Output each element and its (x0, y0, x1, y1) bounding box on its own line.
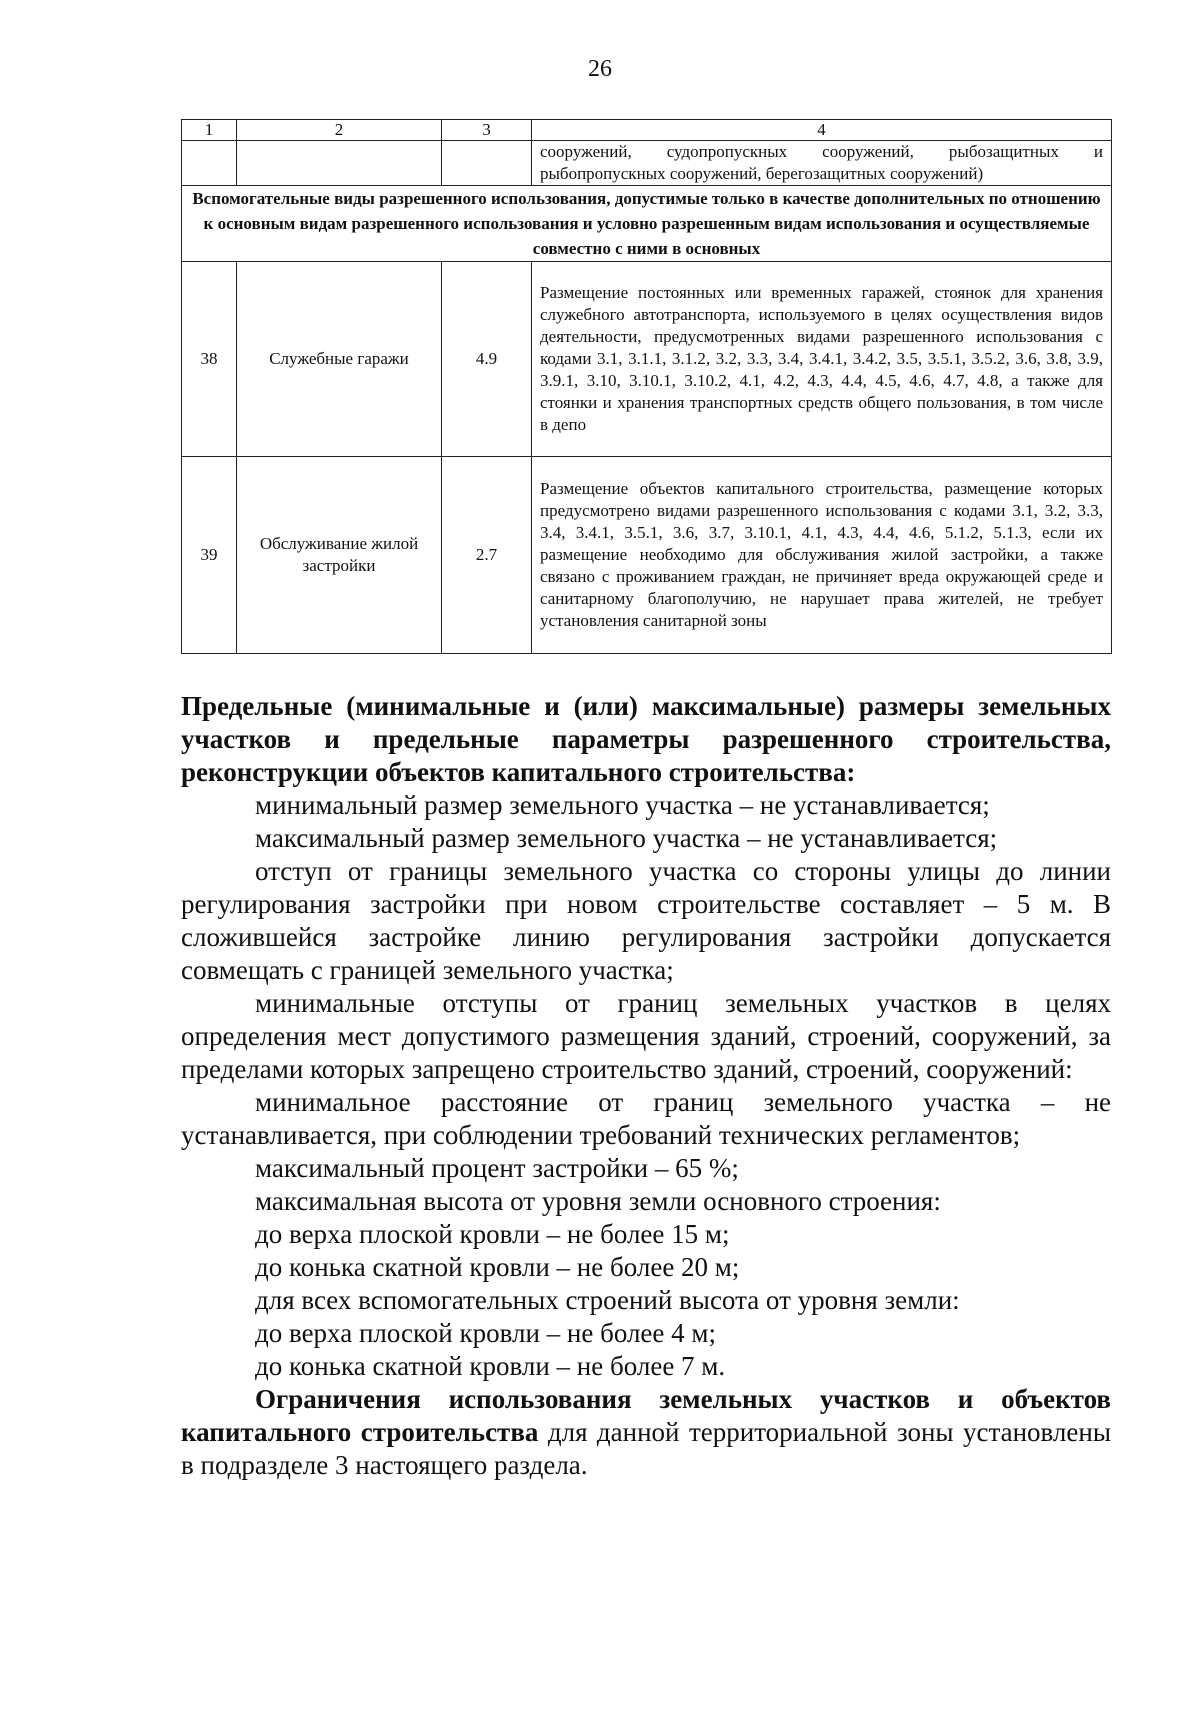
page-number: 26 (588, 56, 612, 82)
table-row (182, 262, 1112, 457)
header-cell: 4 (532, 120, 1112, 141)
paragraph: максимальный размер земельного участка – не устанавливается; (255, 823, 998, 853)
empty-cell (182, 141, 237, 186)
description-cell: Размещение объектов капитального строительства, размещение которых предусмотрено видами разрешенного использования с кодами 3.1, 3.2, 3.3, 3.4, 3.4.1, 3.5.1, 3.6, 3.7, 3.10.1, 4.1, 4.3, 4.4, 4.6, 5.1.2, 5.1.3, если их размещение необходимо для обслуживания жилой застройки, а также связано с проживанием граждан, не причиняет вреда окружающей среде и санитарному благополучию, не нарушает права жителей, не требует установления санитарной зоны (532, 457, 1112, 654)
section-title: Вспомогательные виды разрешенного использования, допустимые только в качестве дополнительных по отношению к основным видам разрешенного использования и условно разрешенным видам использования и осуществляемые совместно с ними в основных (182, 186, 1112, 262)
final-text: для данной территориальной зоны установлены в подразделе 3 настоящего раздела. (181, 1417, 1111, 1480)
body-text (181, 690, 1111, 1482)
paragraph: минимальный размер земельного участка – не устанавливается; (255, 790, 990, 820)
empty-cell (442, 141, 532, 186)
paragraph: до верха плоской кровли – не более 4 м; (255, 1318, 716, 1348)
use-name: Служебные гаражи (237, 262, 442, 457)
header-cell: 1 (182, 120, 237, 141)
table-row (182, 457, 1112, 654)
use-code: 2.7 (442, 457, 532, 654)
table-header-row (182, 120, 1112, 141)
section-heading: Предельные (минимальные и (или) максимальные) размеры земельных участков и предельные параметры разрешенного строительства, реконструкции объектов капитального строительства: (181, 691, 1111, 787)
header-cell: 3 (442, 120, 532, 141)
row-number: 39 (182, 457, 237, 654)
paragraph: до конька скатной кровли – не более 7 м. (255, 1351, 726, 1381)
paragraph: минимальные отступы от границ земельных участков в целях определения мест допустимого размещения зданий, строений, сооружений, за пределами которых запрещено строительство зданий, строений, сооружений: (181, 988, 1111, 1084)
paragraph: минимальное расстояние от границ земельного участка – не устанавливается, при соблюдении требований технических регламентов; (181, 1087, 1111, 1150)
header-cell: 2 (237, 120, 442, 141)
paragraph: для всех вспомогательных строений высота от уровня земли: (255, 1285, 960, 1315)
paragraph: до верха плоской кровли – не более 15 м; (255, 1219, 730, 1249)
paragraph: максимальная высота от уровня земли основного строения: (255, 1186, 941, 1216)
final-paragraph (181, 1383, 1111, 1482)
use-name: Обслуживание жилой застройки (237, 457, 442, 654)
empty-cell (237, 141, 442, 186)
paragraph: до конька скатной кровли – не более 20 м; (255, 1252, 740, 1282)
paragraph: отступ от границы земельного участка со стороны улицы до линии регулирования застройки при новом строительстве составляет – 5 м. В сложившейся застройке линию регулирования застройки допускается совмещать с границей земельного участка; (181, 856, 1111, 985)
row-number: 38 (182, 262, 237, 457)
table-row (182, 141, 1112, 186)
permitted-use-table (181, 119, 1112, 654)
paragraph: максимальный процент застройки – 65 %; (255, 1153, 739, 1183)
description-cell: сооружений, судопропускных сооружений, рыбозащитных и рыбопропускных сооружений, берегозащитных сооружений) (532, 141, 1112, 186)
use-code: 4.9 (442, 262, 532, 457)
final-bold-text: Ограничения использования земельных участков и объектов капитального строительства (181, 1384, 1111, 1447)
section-title-row (182, 186, 1112, 262)
description-cell: Размещение постоянных или временных гаражей, стоянок для хранения служебного автотранспорта, используемого в целях осуществления видов деятельности, предусмотренных видами разрешенного использования с кодами 3.1, 3.1.1, 3.1.2, 3.2, 3.3, 3.4, 3.4.1, 3.4.2, 3.5, 3.5.1, 3.5.2, 3.6, 3.8, 3.9, 3.9.1, 3.10, 3.10.1, 3.10.2, 4.1, 4.2, 4.3, 4.4, 4.5, 4.6, 4.7, 4.8, а также для стоянки и хранения транспортных средств общего пользования, в том числе в депо (532, 262, 1112, 457)
